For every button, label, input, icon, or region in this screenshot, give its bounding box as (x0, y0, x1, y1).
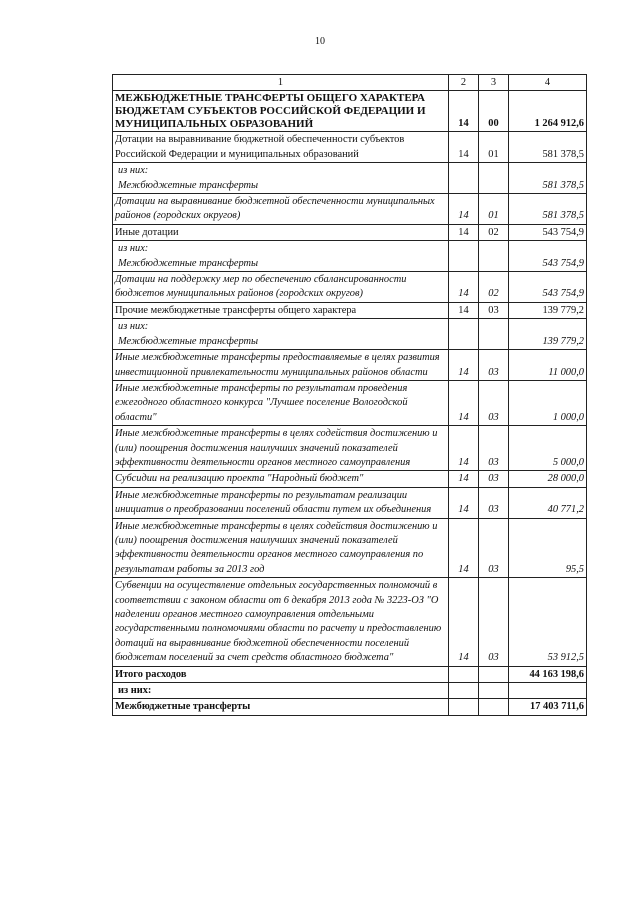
table-row (113, 666, 587, 682)
table-row (113, 194, 587, 225)
row-subsection-code: 02 (479, 272, 509, 303)
table-row (113, 132, 587, 163)
row-section-code: 14 (449, 350, 479, 381)
header-col-3: 3 (479, 75, 509, 91)
row-section-code (449, 241, 479, 272)
row-amount: 543 754,9 (509, 241, 587, 272)
row-section-code: 14 (449, 518, 479, 578)
budget-table (112, 74, 587, 716)
row-subsection-code: 03 (479, 426, 509, 471)
row-amount: 40 771,2 (509, 487, 587, 518)
row-name: Итого расходов (113, 666, 449, 682)
row-section-code: 14 (449, 471, 479, 487)
row-subsection-code: 03 (479, 518, 509, 578)
row-amount: 53 912,5 (509, 578, 587, 666)
row-section-code: 14 (449, 272, 479, 303)
row-subsection-code: 03 (479, 578, 509, 666)
budget-table-body (113, 75, 587, 716)
row-section-code: 14 (449, 194, 479, 225)
row-amount: 95,5 (509, 518, 587, 578)
row-name: из них: Межбюджетные трансферты (113, 241, 449, 272)
row-name: Иные межбюджетные трансферты предоставляемые в целях развития инвестиционной привлекательности муниципальных районов области (113, 350, 449, 381)
row-amount (509, 683, 587, 699)
row-name: Субсидии на реализацию проекта "Народный бюджет" (113, 471, 449, 487)
row-amount: 1 264 912,6 (509, 91, 587, 132)
row-name: из них: (113, 683, 449, 699)
row-amount: 581 378,5 (509, 132, 587, 163)
header-col-4: 4 (509, 75, 587, 91)
row-name: Иные межбюджетные трансферты по результатам реализации инициатив о преобразовании поселений области путем их объединения (113, 487, 449, 518)
row-name: МЕЖБЮДЖЕТНЫЕ ТРАНСФЕРТЫ ОБЩЕГО ХАРАКТЕРА БЮДЖЕТАМ СУБЪЕКТОВ РОССИЙСКОЙ ФЕДЕРАЦИИ И МУНИЦИПАЛЬНЫХ ОБРАЗОВАНИЙ (113, 91, 449, 132)
row-amount: 17 403 711,6 (509, 699, 587, 715)
row-subsection-code (479, 319, 509, 350)
table-row (113, 163, 587, 194)
table-row (113, 241, 587, 272)
row-subsection-code: 01 (479, 194, 509, 225)
row-section-code (449, 163, 479, 194)
row-subsection-code (479, 163, 509, 194)
row-name: Межбюджетные трансферты (113, 699, 449, 715)
row-section-code: 14 (449, 380, 479, 425)
row-subsection-code: 02 (479, 224, 509, 240)
row-name: из них: Межбюджетные трансферты (113, 163, 449, 194)
row-section-code: 14 (449, 224, 479, 240)
row-section-code (449, 683, 479, 699)
header-col-2: 2 (449, 75, 479, 91)
table-row (113, 487, 587, 518)
row-section-code (449, 666, 479, 682)
row-amount: 28 000,0 (509, 471, 587, 487)
row-subsection-code (479, 699, 509, 715)
row-name: Дотации на поддержку мер по обеспечению сбалансированности бюджетов муниципальных районов (городских округов) (113, 272, 449, 303)
row-amount: 44 163 198,6 (509, 666, 587, 682)
table-row (113, 426, 587, 471)
row-section-code: 14 (449, 91, 479, 132)
row-section-code: 14 (449, 426, 479, 471)
row-amount: 5 000,0 (509, 426, 587, 471)
row-subsection-code: 03 (479, 350, 509, 381)
row-amount: 543 754,9 (509, 224, 587, 240)
table-row (113, 380, 587, 425)
row-amount: 581 378,5 (509, 194, 587, 225)
row-subsection-code (479, 241, 509, 272)
table-header-row (113, 75, 587, 91)
row-name: Иные межбюджетные трансферты в целях содействия достижению и (или) поощрения достижения наилучших значений показателей эффективности деятельности органов местного самоуправления по результатам работы за 2013 год (113, 518, 449, 578)
row-name: Дотации на выравнивание бюджетной обеспеченности муниципальных районов (городских округов) (113, 194, 449, 225)
row-name: Прочие межбюджетные трансферты общего характера (113, 302, 449, 318)
table-row (113, 471, 587, 487)
row-name: Дотации на выравнивание бюджетной обеспеченности субъектов Российской Федерации и муниципальных образований (113, 132, 449, 163)
row-subsection-code (479, 666, 509, 682)
row-name: Иные межбюджетные трансферты по результатам проведения ежегодного областного конкурса "Лучшее поселение Вологодской области" (113, 380, 449, 425)
row-section-code: 14 (449, 132, 479, 163)
row-section-code: 14 (449, 487, 479, 518)
row-amount: 581 378,5 (509, 163, 587, 194)
table-row (113, 699, 587, 715)
table-row (113, 683, 587, 699)
row-name: Иные межбюджетные трансферты в целях содействия достижению и (или) поощрения достижения наилучших значений показателей эффективности деятельности органов местного самоуправления (113, 426, 449, 471)
row-name: из них: Межбюджетные трансферты (113, 319, 449, 350)
row-section-code: 14 (449, 578, 479, 666)
table-row (113, 224, 587, 240)
table-row (113, 350, 587, 381)
row-subsection-code: 00 (479, 91, 509, 132)
table-row (113, 578, 587, 666)
row-section-code (449, 699, 479, 715)
row-subsection-code: 03 (479, 302, 509, 318)
row-name: Субвенции на осуществление отдельных государственных полномочий в соответствии с законом области от 6 декабря 2013 года № 3223-ОЗ "О наделении органов местного самоуправления отдельными государственными полномочиями области по расчету и предоставлению дотаций на выравнивание бюджетной обеспеченности поселений бюджетам поселений за счет средств областного бюджета" (113, 578, 449, 666)
row-amount: 139 779,2 (509, 319, 587, 350)
row-amount: 1 000,0 (509, 380, 587, 425)
row-amount: 11 000,0 (509, 350, 587, 381)
table-row (113, 518, 587, 578)
row-subsection-code: 03 (479, 380, 509, 425)
row-section-code (449, 319, 479, 350)
row-section-code: 14 (449, 302, 479, 318)
row-amount: 139 779,2 (509, 302, 587, 318)
row-subsection-code (479, 683, 509, 699)
page-number: 10 (315, 36, 325, 47)
table-row (113, 272, 587, 303)
row-amount: 543 754,9 (509, 272, 587, 303)
table-row (113, 302, 587, 318)
table-row (113, 91, 587, 132)
row-subsection-code: 01 (479, 132, 509, 163)
row-subsection-code: 03 (479, 471, 509, 487)
header-col-1: 1 (113, 75, 449, 91)
table-row (113, 319, 587, 350)
row-name: Иные дотации (113, 224, 449, 240)
row-subsection-code: 03 (479, 487, 509, 518)
